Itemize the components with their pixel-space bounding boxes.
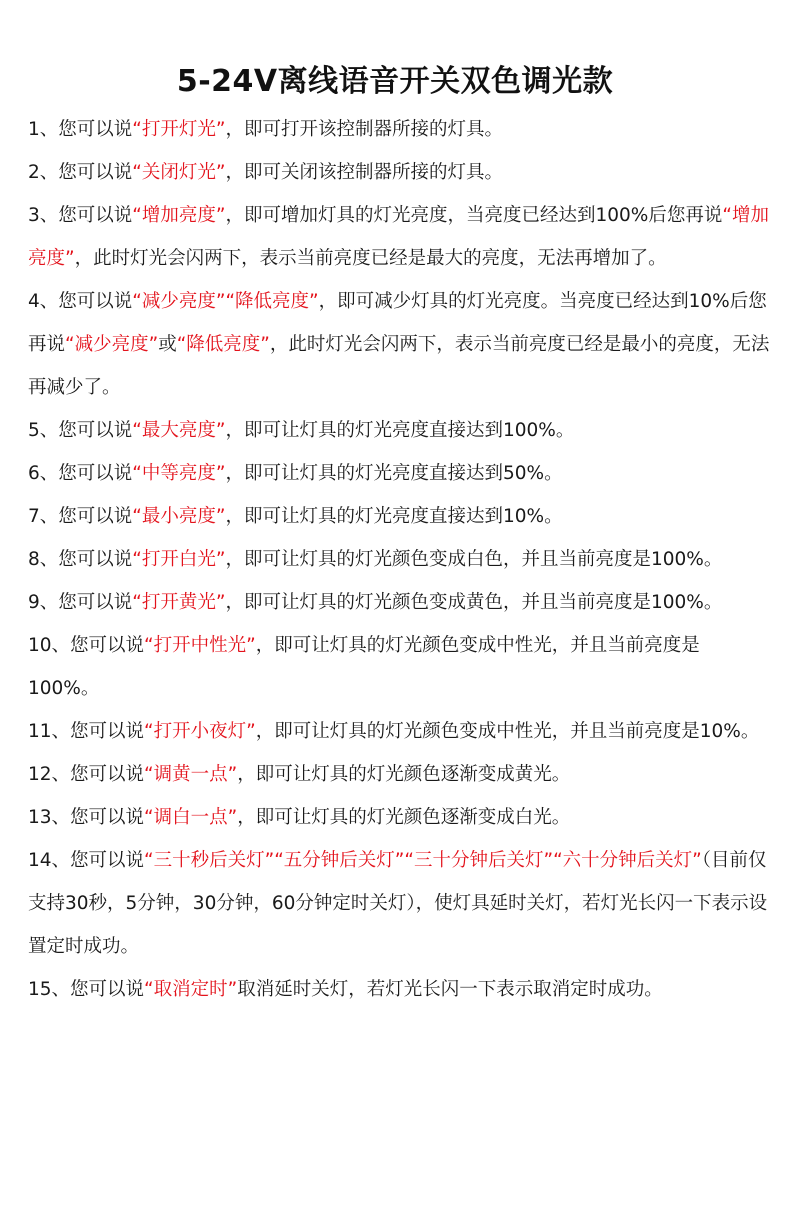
item-prefix: 6、您可以说 bbox=[28, 463, 133, 484]
voice-command: “中等亮度” bbox=[132, 463, 226, 484]
item-prefix: 13、您可以说 bbox=[28, 807, 145, 828]
item-prefix: 3、您可以说 bbox=[28, 205, 133, 226]
item-description: ，即可关闭该控制器所接的灯具。 bbox=[225, 162, 503, 183]
voice-command: “关闭灯光” bbox=[132, 162, 226, 183]
voice-command: “六十分钟后关灯” bbox=[553, 850, 702, 871]
item-connector: 或 bbox=[158, 334, 177, 355]
item-description: ，即可让灯具的灯光颜色变成中性光，并且当前亮度是100%。 bbox=[28, 635, 700, 699]
list-item bbox=[28, 495, 770, 538]
voice-command: “五分钟后关灯” bbox=[274, 850, 405, 871]
item-description: ，即可减少灯具的灯光亮度。当亮度已经达到10%后您再说 bbox=[28, 291, 767, 355]
voice-command: “调白一点” bbox=[144, 807, 238, 828]
voice-command: “打开中性光” bbox=[144, 635, 256, 656]
item-description: ，即可让灯具的灯光亮度直接达到100%。 bbox=[225, 420, 575, 441]
item-description: ，即可打开该控制器所接的灯具。 bbox=[225, 119, 503, 140]
item-prefix: 11、您可以说 bbox=[28, 721, 145, 742]
item-description: ，即可让灯具的灯光颜色逐渐变成黄光。 bbox=[237, 764, 571, 785]
list-item bbox=[28, 409, 770, 452]
voice-command: “最大亮度” bbox=[132, 420, 226, 441]
item-prefix: 4、您可以说 bbox=[28, 291, 133, 312]
item-prefix: 1、您可以说 bbox=[28, 119, 133, 140]
voice-command: “打开白光” bbox=[132, 549, 226, 570]
list-item bbox=[28, 968, 770, 1011]
list-item bbox=[28, 624, 770, 710]
voice-command: “打开黄光” bbox=[132, 592, 226, 613]
list-item bbox=[28, 710, 770, 753]
voice-command: “打开小夜灯” bbox=[144, 721, 256, 742]
voice-command: “调黄一点” bbox=[144, 764, 238, 785]
item-description: ，即可让灯具的灯光亮度直接达到10%。 bbox=[225, 506, 563, 527]
item-prefix: 12、您可以说 bbox=[28, 764, 145, 785]
item-prefix: 10、您可以说 bbox=[28, 635, 145, 656]
list-item bbox=[28, 452, 770, 495]
item-prefix: 5、您可以说 bbox=[28, 420, 133, 441]
item-prefix: 2、您可以说 bbox=[28, 162, 133, 183]
voice-command-list bbox=[28, 108, 770, 1011]
voice-command: “降低亮度” bbox=[176, 334, 270, 355]
item-description: ，此时灯光会闪两下，表示当前亮度已经是最大的亮度，无法再增加了。 bbox=[74, 248, 667, 269]
item-description: ，即可让灯具的灯光颜色变成白色，并且当前亮度是100%。 bbox=[225, 549, 723, 570]
item-description: （目前仅支持30秒，5分钟，30分钟，60分钟定时关灯），使灯具延时关灯，若灯光长闪一下表示设置定时成功。 bbox=[28, 850, 768, 957]
list-item bbox=[28, 796, 770, 839]
list-item bbox=[28, 538, 770, 581]
list-item bbox=[28, 151, 770, 194]
list-item bbox=[28, 839, 770, 968]
item-description: ，即可增加灯具的灯光亮度，当亮度已经达到100%后您再说 bbox=[225, 205, 723, 226]
item-description: ，即可让灯具的灯光颜色变成中性光，并且当前亮度是10%。 bbox=[255, 721, 760, 742]
item-description: ，即可让灯具的灯光颜色变成黄色，并且当前亮度是100%。 bbox=[225, 592, 723, 613]
item-description: ，即可让灯具的灯光颜色逐渐变成白光。 bbox=[237, 807, 571, 828]
item-prefix: 8、您可以说 bbox=[28, 549, 133, 570]
item-prefix: 7、您可以说 bbox=[28, 506, 133, 527]
voice-command: “降低亮度” bbox=[225, 291, 319, 312]
list-item bbox=[28, 581, 770, 624]
voice-command: “三十分钟后关灯” bbox=[404, 850, 554, 871]
voice-command: “减少亮度” bbox=[132, 291, 226, 312]
item-prefix: 14、您可以说 bbox=[28, 850, 145, 871]
voice-command: “三十秒后关灯” bbox=[144, 850, 275, 871]
voice-command: “打开灯光” bbox=[132, 119, 226, 140]
item-description: ，此时灯光会闪两下，表示当前亮度已经是最小的亮度，无法再减少了。 bbox=[28, 334, 770, 398]
item-description: ，即可让灯具的灯光亮度直接达到50%。 bbox=[225, 463, 563, 484]
voice-command: “取消定时” bbox=[144, 979, 238, 1000]
voice-command: “增加亮度” bbox=[132, 205, 226, 226]
voice-command: “最小亮度” bbox=[132, 506, 226, 527]
list-item bbox=[28, 280, 770, 409]
item-prefix: 9、您可以说 bbox=[28, 592, 133, 613]
list-item bbox=[28, 753, 770, 796]
page-title: 5-24V离线语音开关双色调光款 bbox=[176, 64, 614, 100]
list-item bbox=[28, 108, 770, 151]
item-prefix: 15、您可以说 bbox=[28, 979, 145, 1000]
voice-command: “减少亮度” bbox=[65, 334, 159, 355]
voice-command: “增加亮度” bbox=[28, 205, 769, 269]
list-item bbox=[28, 194, 770, 280]
item-description: 取消延时关灯，若灯光长闪一下表示取消定时成功。 bbox=[237, 979, 663, 1000]
